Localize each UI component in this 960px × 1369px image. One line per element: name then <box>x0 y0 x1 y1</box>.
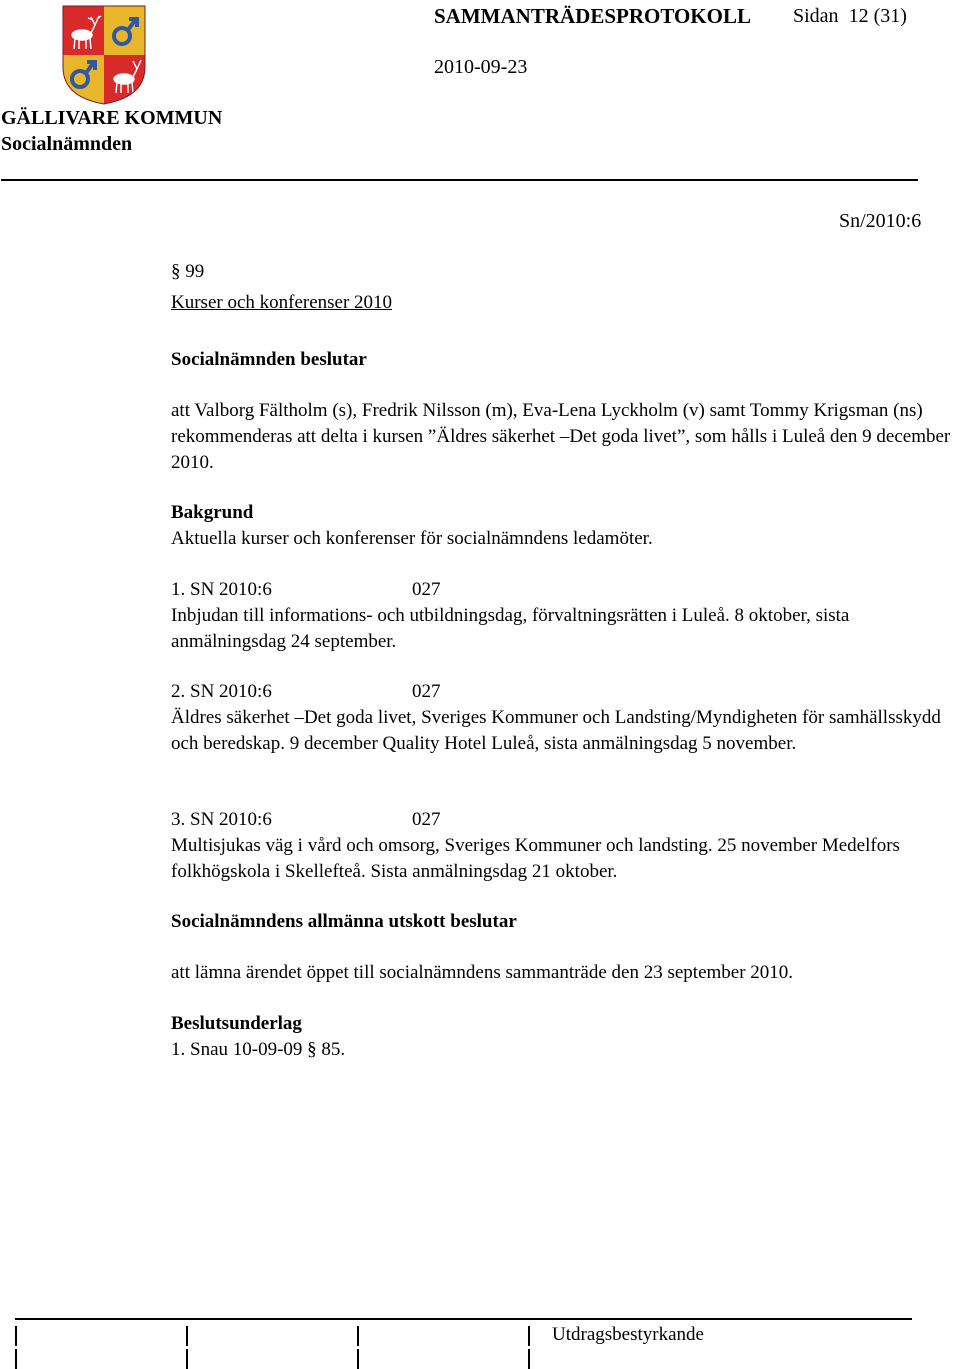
item-2-text: Äldres säkerhet –Det goda livet, Sveriges Kommuner och Landsting/Myndigheten för samhällsskydd och beredskap. 9 december Quality Hotel Luleå, sista anmälningsdag 5 november. <box>171 707 941 754</box>
signature-box-divider <box>15 1326 17 1346</box>
item-1-code: 027 <box>412 579 441 600</box>
municipal-coat-of-arms-icon <box>62 5 146 105</box>
background-text: Aktuella kurser och konferenser för socialnämndens ledamöter. <box>171 528 653 549</box>
signature-box-divider <box>357 1349 359 1369</box>
committee-decision-heading: Socialnämndens allmänna utskott beslutar <box>171 911 517 932</box>
decision-text: att Valborg Fältholm (s), Fredrik Nilsson (m), Eva-Lena Lyckholm (v) samt Tommy Krigsman (ns) rekommenderas att delta i kursen ”Äldres säkerhet –Det goda livet”, som hålls i Luleå den 9 december 2010. <box>171 400 951 473</box>
header-rule <box>1 179 918 181</box>
item-1-text: Inbjudan till informations- och utbildningsdag, förvaltningsrätten i Luleå. 8 oktober, sista anmälningsdag 24 september. <box>171 605 850 652</box>
committee-decision-text: att lämna ärendet öppet till socialnämndens sammanträde den 23 september 2010. <box>171 962 794 983</box>
department-name: Socialnämnden <box>1 133 133 155</box>
signature-box-divider <box>528 1326 530 1346</box>
basis-text: 1. Snau 10-09-09 § 85. <box>171 1039 346 1060</box>
certification-label: Utdragsbestyrkande <box>552 1324 704 1345</box>
protocol-title: SAMMANTRÄDESPROTOKOLL <box>434 4 751 28</box>
case-reference: Sn/2010:6 <box>839 210 922 232</box>
signature-box-divider <box>186 1326 188 1346</box>
signature-box-divider <box>15 1349 17 1369</box>
signature-box-divider <box>528 1349 530 1369</box>
page-label: Sidan <box>793 5 839 27</box>
item-2-code: 027 <box>412 681 441 702</box>
section-number <box>171 259 204 285</box>
page-indicator <box>793 5 907 28</box>
section-number-value: 99 <box>185 261 205 282</box>
paragraph-sign: § <box>171 261 181 282</box>
section-title: Kurser och konferenser 2010 <box>171 292 393 313</box>
background-heading: Bakgrund <box>171 502 254 523</box>
item-3-ref: 3. SN 2010:6 <box>171 809 272 830</box>
signature-box-divider <box>186 1349 188 1369</box>
item-1-ref: 1. SN 2010:6 <box>171 579 272 600</box>
basis-heading: Beslutsunderlag <box>171 1013 302 1034</box>
page-number: 12 (31) <box>848 5 907 27</box>
item-2-ref: 2. SN 2010:6 <box>171 681 272 702</box>
footer-rule <box>15 1318 912 1320</box>
meeting-date: 2010-09-23 <box>434 56 528 78</box>
decision-heading: Socialnämnden beslutar <box>171 349 367 370</box>
organization-name: GÄLLIVARE KOMMUN <box>1 107 223 129</box>
signature-box-divider <box>357 1326 359 1346</box>
item-3-code: 027 <box>412 809 441 830</box>
item-3-text: Multisjukas väg i vård och omsorg, Sveriges Kommuner och landsting. 25 november Medelfors folkhögskola i Skellefteå. Sista anmälningsdag 21 oktober. <box>171 835 900 882</box>
